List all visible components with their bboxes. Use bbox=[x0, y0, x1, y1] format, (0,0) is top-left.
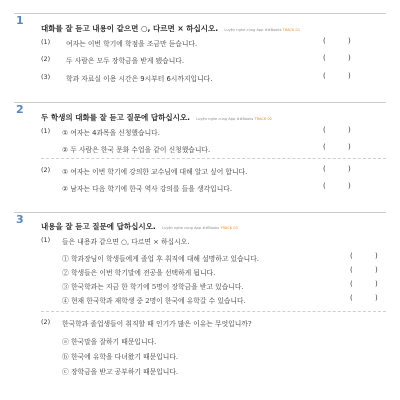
section-2-number: 2 bbox=[16, 103, 24, 116]
s2-q1-number: (1) bbox=[41, 127, 51, 135]
s3-q2-option-c[interactable] bbox=[62, 366, 178, 376]
s3-q1-option-2-mark: ② bbox=[62, 269, 69, 277]
s3-q1-option-1-text: 학과장님이 학생들에게 졸업 후 취직에 대해 설명하고 있습니다. bbox=[70, 255, 259, 263]
s1-item-1-answer[interactable]: ( ) bbox=[323, 37, 361, 45]
s3-q1-number: (1) bbox=[41, 236, 51, 244]
s3-q1-option-2-text: 학생들은 이번 학기말에 전공을 선택하게 됩니다. bbox=[70, 269, 216, 277]
s3-q1-option-1 bbox=[62, 253, 259, 263]
section-2-rule bbox=[14, 102, 386, 103]
s1-item-2-text: 두 사람은 모두 장학금을 받게 됐습니다. bbox=[66, 57, 185, 65]
section-3-title: 내용을 잘 듣고 질문에 답하십시오. bbox=[41, 222, 156, 231]
s2-q2-option-2-text: 남자는 다음 학기에 한국 역사 강의를 들을 생각입니다. bbox=[70, 185, 232, 193]
s1-item-1-number: (1) bbox=[41, 38, 51, 46]
s3-q1-option-2-answer[interactable]: ( ) bbox=[350, 266, 388, 274]
s3-q1-option-4-mark: ④ bbox=[62, 297, 69, 305]
s3-q2-option-a-text: 한국말을 잘하기 때문입니다. bbox=[70, 338, 157, 346]
s3-q2-option-c-mark: ⓒ bbox=[62, 368, 69, 376]
s3-q1-option-3-text: 한국학과는 지금 한 학기에 5명이 장학금을 받고 있습니다. bbox=[70, 283, 244, 291]
s2-q1-option-1-text: 여자는 4과목을 신청했습니다. bbox=[70, 129, 160, 137]
section-1-heading bbox=[41, 16, 300, 35]
section-3-rule bbox=[14, 212, 386, 213]
s2-q1-option-1-answer[interactable]: ( ) bbox=[323, 126, 361, 134]
s3-q1-prompt: 들은 내용과 같으면 ○, 다르면 × 하십시오. bbox=[62, 238, 190, 246]
s1-item-3-answer[interactable]: ( ) bbox=[323, 72, 361, 80]
section-3-track: TRACK 03 bbox=[220, 226, 238, 230]
s3-q2-option-c-text: 장학금을 받고 공부하기 때문입니다. bbox=[70, 368, 179, 376]
section-1-title: 대화를 잘 듣고 내용이 같으면 ○, 다르면 × 하십시오. bbox=[41, 24, 219, 33]
section-1-hint-text: Luyện nghe cùng App ##Books bbox=[224, 28, 282, 32]
section-1-rule bbox=[14, 13, 386, 14]
s1-item-2-number: (2) bbox=[41, 55, 51, 63]
s1-item-3-number: (3) bbox=[41, 73, 51, 81]
section-3-number: 3 bbox=[16, 213, 24, 226]
s3-q1-option-2 bbox=[62, 267, 215, 277]
s3-q2-option-b-text: 한국에 유학을 다녀왔기 때문입니다. bbox=[70, 353, 179, 361]
s3-q2-option-b-mark: ⓑ bbox=[62, 353, 69, 361]
s3-q2-prompt: 한국학과 졸업생들이 취직할 때 인기가 많은 이유는 무엇입니까? bbox=[62, 320, 252, 328]
section-3-heading bbox=[41, 214, 238, 233]
s2-q2-option-2-mark: ② bbox=[62, 185, 69, 193]
s2-question-divider bbox=[41, 158, 386, 159]
s3-q1-option-1-mark: ① bbox=[62, 255, 69, 263]
s3-q2-number: (2) bbox=[41, 318, 51, 326]
s2-q2-number: (2) bbox=[41, 166, 51, 174]
s3-q1-option-4 bbox=[62, 295, 246, 305]
s2-q1-option-2-mark: ② bbox=[62, 146, 69, 154]
s3-q2-option-a[interactable] bbox=[62, 336, 156, 346]
s3-question-divider bbox=[41, 311, 386, 312]
s2-q1-option-1 bbox=[62, 127, 160, 137]
s3-q2-option-b[interactable] bbox=[62, 351, 178, 361]
s2-q2-option-1-answer[interactable]: ( ) bbox=[323, 165, 361, 173]
s2-q2-option-1 bbox=[62, 166, 247, 176]
s2-q1-option-1-mark: ① bbox=[62, 129, 69, 137]
s2-q1-option-2-answer[interactable]: ( ) bbox=[323, 143, 361, 151]
section-2-track: TRACK 02 bbox=[254, 117, 272, 121]
s1-item-3-text: 학과 자료실 이용 시간은 9시부터 6시까지입니다. bbox=[66, 75, 213, 83]
s2-q1-option-2-text: 두 사람은 한국 문화 수업을 같이 신청했습니다. bbox=[70, 146, 211, 154]
s3-q1-option-3 bbox=[62, 281, 244, 291]
section-1-track: TRACK 01 bbox=[282, 28, 301, 32]
s2-q2-option-2-answer[interactable]: ( ) bbox=[323, 182, 361, 190]
section-2-hint-text: Luyện nghe cùng App ##Books bbox=[196, 117, 254, 121]
s1-item-2-answer[interactable]: ( ) bbox=[323, 54, 361, 62]
s3-q1-option-4-text: 현재 한국학과 재학생 중 2명이 한국에 유학갈 수 있습니다. bbox=[70, 297, 246, 305]
s3-q2-option-a-mark: ⓐ bbox=[62, 338, 69, 346]
s3-q1-option-3-answer[interactable]: ( ) bbox=[350, 280, 388, 288]
s2-q2-option-1-text: 여자는 이번 학기에 강의한 교수님에 대해 알고 싶어 합니다. bbox=[70, 168, 248, 176]
s2-q2-option-2 bbox=[62, 183, 232, 193]
s2-q2-option-1-mark: ① bbox=[62, 168, 69, 176]
section-1-number: 1 bbox=[16, 14, 24, 27]
s2-q1-option-2 bbox=[62, 144, 210, 154]
s3-q1-option-4-answer[interactable]: ( ) bbox=[350, 294, 388, 302]
section-3-hint-text: Luyện nghe cùng App ##Books bbox=[161, 226, 220, 230]
s3-q1-option-3-mark: ③ bbox=[62, 283, 69, 291]
section-2-title: 두 학생의 대화를 잘 듣고 질문에 답하십시오. bbox=[41, 113, 190, 122]
s1-item-1-text: 여자는 이번 학기에 학점을 조금만 듣습니다. bbox=[66, 40, 198, 48]
s3-q1-option-1-answer[interactable]: ( ) bbox=[350, 252, 388, 260]
section-2-heading bbox=[41, 105, 272, 124]
section-2-audio-hint bbox=[195, 117, 272, 121]
section-3-audio-hint bbox=[161, 226, 238, 230]
section-1-audio-hint bbox=[223, 28, 300, 32]
